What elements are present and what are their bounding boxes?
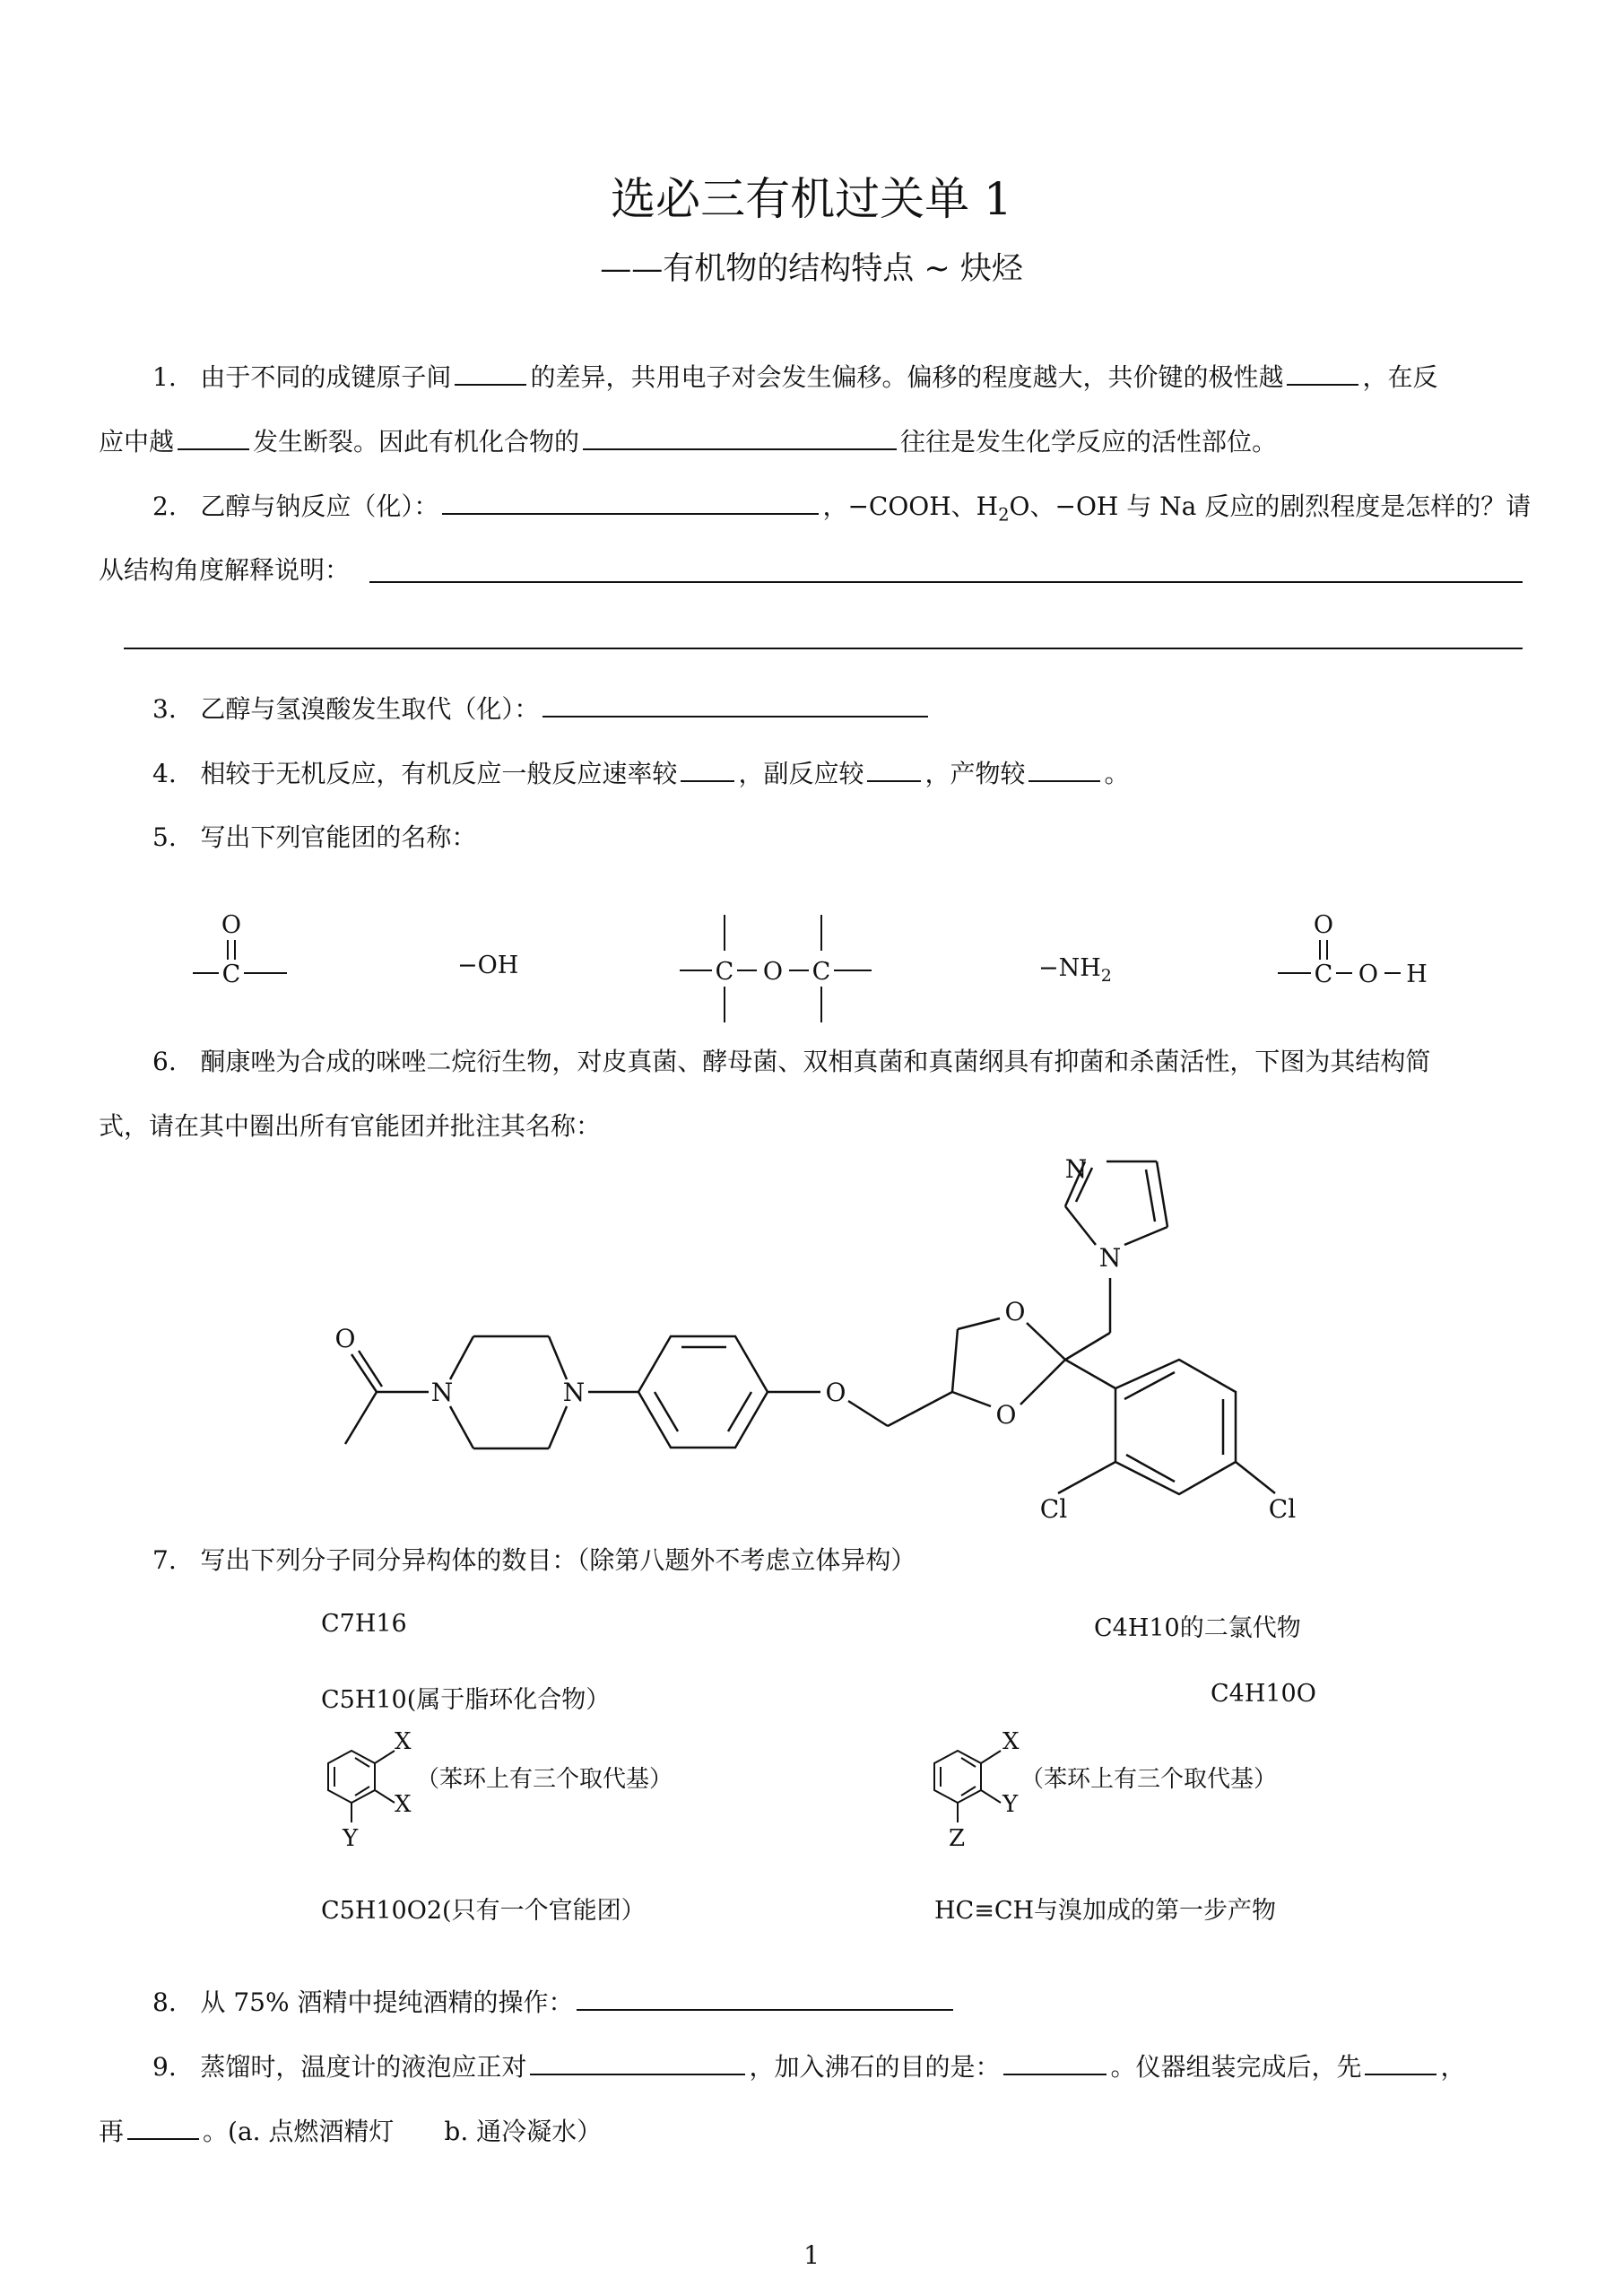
q2-answer-line-1[interactable] [369, 581, 1523, 583]
q8-text: 从 75% 酒精中提纯酒精的操作： [200, 1987, 574, 2017]
question-7 [152, 1541, 916, 1577]
structure-imidazole-n1: N [1098, 1243, 1122, 1273]
q9-blank-3[interactable] [1365, 2047, 1436, 2075]
ring2-note: （苯环上有三个取代基） [1020, 1766, 1278, 1793]
q2-subscript: 2 [998, 504, 1010, 526]
q3-text: 乙醇与氢溴酸发生取代（化）： [200, 694, 540, 724]
functional-groups-row [0, 897, 1623, 1058]
carboxyl-o: O [1358, 961, 1379, 988]
carboxyl-group [1278, 911, 1428, 988]
structure-carbonyl-o: O [334, 1324, 356, 1353]
ring2-z: Z [949, 1825, 966, 1852]
question-number: 8. [152, 1987, 177, 2017]
q7-c4h10o: C4H10O [1211, 1680, 1316, 1708]
ring-1 [328, 1751, 395, 1822]
question-2-line-2 [99, 551, 350, 587]
q2-answer-line-2[interactable] [124, 648, 1523, 649]
carbonyl-c: C [221, 961, 241, 988]
page-title: 选必三有机过关单 1 [611, 173, 1012, 225]
ether-c2: C [812, 958, 831, 986]
question-5 [152, 818, 476, 854]
question-number: 2. [152, 491, 177, 521]
question-6-line-2 [99, 1107, 601, 1143]
structure-piperazine-n1: N [430, 1378, 454, 1407]
question-number: 9. [152, 2052, 177, 2082]
q4-text-d: 。 [1104, 759, 1130, 788]
carboxyl-o-top: O [1313, 911, 1334, 939]
hydroxyl-group: −OH [457, 952, 519, 979]
structure-dioxolane-o2: O [995, 1400, 1017, 1430]
amino-group: $-NH_2$ [1038, 954, 1112, 986]
carboxyl-h: H [1406, 961, 1428, 988]
q1-text-c: ，在反 [1362, 362, 1438, 392]
question-number: 1. [152, 362, 177, 392]
q9-blank-2[interactable] [1003, 2047, 1107, 2075]
q9-text-f: 。(a. 点燃酒精灯 b. 通冷凝水） [203, 2117, 603, 2146]
q1-text-e: 发生断裂。因此有机化合物的 [253, 427, 580, 457]
q5-text: 写出下列官能团的名称： [200, 822, 477, 852]
q7-ring-structures [0, 1722, 1623, 1852]
question-1-line-2 [99, 422, 1277, 458]
q9-text-a: 蒸馏时，温度计的液泡应正对 [200, 2052, 527, 2082]
structure-ether-o: O [825, 1378, 846, 1407]
q7-hcch: HC≡CH与溴加成的第一步产物 [934, 1897, 1277, 1925]
ring1-note: （苯环上有三个取代基） [416, 1766, 673, 1793]
ring-2 [934, 1751, 1001, 1822]
q2-text-b: ，−COOH、H [822, 491, 999, 521]
q1-text-b: 的差异，共用电子对会发生偏移。偏移的程度越大，共价键的极性越 [530, 362, 1284, 392]
q1-text-d: 应中越 [99, 427, 175, 457]
ring1-y: Y [343, 1825, 359, 1852]
q4-blank-1[interactable] [681, 753, 734, 782]
question-9-line-1 [152, 2047, 1465, 2083]
structure-dioxolane-o1: O [1004, 1297, 1026, 1326]
question-number: 7. [152, 1545, 177, 1575]
q9-text-e: 再 [99, 2117, 125, 2146]
q1-blank-2[interactable] [1287, 357, 1358, 386]
ring2-x: X [1002, 1728, 1020, 1755]
q7-c5h10: C5H10(属于脂环化合物） [321, 1686, 611, 1714]
question-number: 4. [152, 759, 177, 788]
question-1-line-1 [152, 357, 1437, 394]
q2-blank-1[interactable] [442, 486, 819, 515]
q1-blank-3[interactable] [178, 422, 249, 450]
ether-c1: C [715, 958, 734, 986]
structure-cl1: Cl [1039, 1494, 1068, 1524]
question-number: 5. [152, 822, 177, 852]
q7-c7h16: C7H16 [321, 1610, 407, 1638]
q6-text-b: 式，请在其中圈出所有官能团并批注其名称： [99, 1111, 602, 1141]
q2-text-a: 乙醇与钠反应（化）： [200, 491, 439, 521]
ring1-x2: X [395, 1791, 412, 1818]
structure-imidazole-n2: N [1064, 1154, 1088, 1184]
q4-text-c: ，产物较 [924, 759, 1026, 788]
question-6-line-1 [152, 1042, 1430, 1078]
q9-blank-1[interactable] [530, 2047, 745, 2075]
ring2-y: Y [1002, 1791, 1019, 1818]
q2-text-d: 从结构角度解释说明： [99, 555, 351, 585]
q8-blank[interactable] [577, 1982, 953, 2011]
question-number: 3. [152, 694, 177, 724]
q1-blank-1[interactable] [455, 357, 526, 386]
q9-text-d: ， [1440, 2052, 1466, 2082]
ketoconazole-structure [0, 1154, 1623, 1534]
q6-text-a: 酮康唑为合成的咪唑二烷衍生物，对皮真菌、酵母菌、双相真菌和真菌纲具有抑菌和杀菌活性，下图为其结构简 [200, 1047, 1431, 1076]
carbonyl-o: O [221, 911, 242, 939]
question-3 [152, 689, 932, 726]
ether-o: O [762, 958, 784, 986]
ring1-x1: X [395, 1728, 412, 1755]
question-9-line-2 [99, 2111, 602, 2148]
q7-c5h10o2: C5H10O2(只有一个官能团） [321, 1897, 646, 1925]
ether-group [680, 915, 872, 1022]
question-8 [152, 1982, 957, 2019]
q7-text: 写出下列分子同分异构体的数目：（除第八题外不考虑立体异构） [200, 1545, 916, 1575]
carbonyl-group [193, 911, 287, 988]
q1-text-f: 往往是发生化学反应的活性部位。 [900, 427, 1278, 457]
q4-text-b: ，副反应较 [738, 759, 864, 788]
page-number: 1 [803, 2240, 820, 2270]
page-subtitle: ——有机物的结构特点 ~ 炔烃 [600, 251, 1023, 287]
q1-text-a: 由于不同的成键原子间 [200, 362, 452, 392]
question-number: 6. [152, 1047, 177, 1076]
structure-piperazine-n2: N [562, 1378, 586, 1407]
q4-blank-2[interactable] [867, 753, 921, 782]
q2-text-c: O、−OH 与 Na 反应的剧烈程度是怎样的？请 [1009, 491, 1532, 521]
q9-text-c: 。仪器组装完成后，先 [1110, 2052, 1362, 2082]
question-2-line-1 [152, 486, 1531, 526]
q4-blank-3[interactable] [1028, 753, 1100, 782]
q3-blank[interactable] [542, 689, 928, 718]
q1-blank-4[interactable] [583, 422, 897, 450]
q9-blank-4[interactable] [127, 2111, 199, 2140]
q7-c4h10-dichloro: C4H10的二氯代物 [1094, 1614, 1301, 1642]
q4-text-a: 相较于无机反应，有机反应一般反应速率较 [200, 759, 678, 788]
question-4 [152, 753, 1129, 790]
q9-text-b: ，加入沸石的目的是： [749, 2052, 1001, 2082]
structure-cl2: Cl [1268, 1494, 1297, 1524]
carboxyl-c: C [1314, 961, 1333, 988]
